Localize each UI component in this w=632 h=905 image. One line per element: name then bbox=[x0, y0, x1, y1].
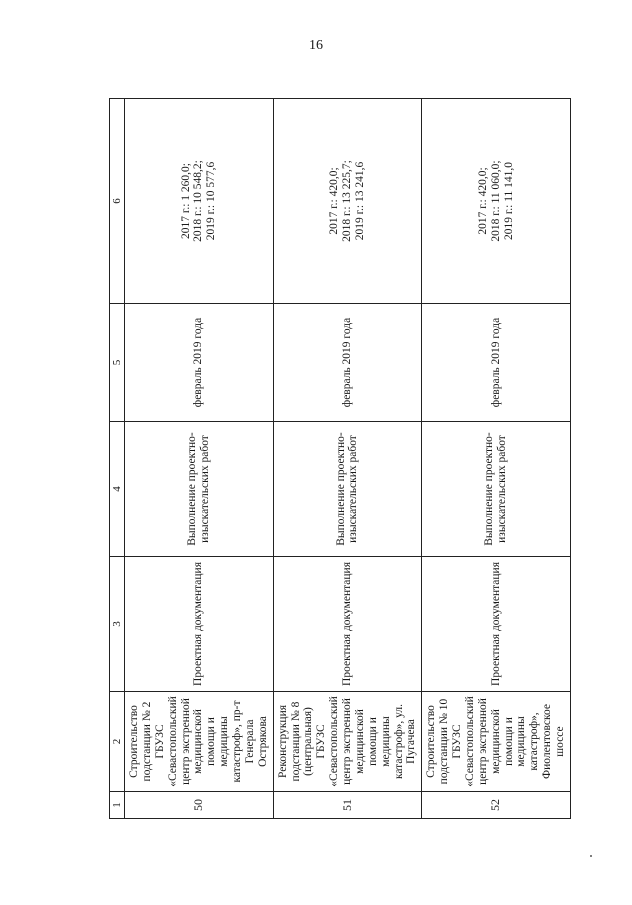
table-row bbox=[125, 99, 274, 819]
scan-speck bbox=[590, 855, 592, 857]
funding-line: 2017 г.: 420,0; bbox=[328, 167, 341, 235]
work-type: Выполнение проектно-изыскательских работ bbox=[125, 422, 274, 557]
projects-table bbox=[109, 98, 571, 819]
funding-line: 2017 г.: 1 260,0; bbox=[179, 163, 192, 239]
funding-line: 2019 г.: 13 241,6 bbox=[353, 161, 366, 241]
table-header-row bbox=[110, 99, 125, 819]
table-row bbox=[422, 99, 571, 819]
funding bbox=[273, 99, 422, 304]
funding-line: 2018 г.: 10 548,2; bbox=[192, 160, 205, 242]
document-type: Проектная документация bbox=[422, 557, 571, 692]
deadline: февраль 2019 года bbox=[273, 304, 422, 422]
funding bbox=[422, 99, 571, 304]
header-col-3: 3 bbox=[110, 557, 125, 692]
funding-line: 2017 г.: 420,0; bbox=[476, 167, 489, 235]
table-row bbox=[273, 99, 422, 819]
document-type: Проектная документация bbox=[273, 557, 422, 692]
row-number: 52 bbox=[422, 792, 571, 819]
header-col-5: 5 bbox=[110, 304, 125, 422]
object-name: Реконструкция подстанции № 8 (центральная) ГБУЗС «Севастопольский центр экстренной медицинской помощи и медицины катастроф», ул. Пугачева bbox=[273, 692, 422, 792]
funding bbox=[125, 99, 274, 304]
funding-line: 2018 г.: 11 060,0; bbox=[489, 160, 502, 242]
header-col-1: 1 bbox=[110, 792, 125, 819]
work-type: Выполнение проектно-изыскательских работ bbox=[273, 422, 422, 557]
document-type: Проектная документация bbox=[125, 557, 274, 692]
deadline: февраль 2019 года bbox=[422, 304, 571, 422]
funding-line: 2019 г.: 10 577,6 bbox=[205, 161, 218, 241]
header-col-4: 4 bbox=[110, 422, 125, 557]
rotated-table-container bbox=[109, 99, 569, 819]
header-col-2: 2 bbox=[110, 692, 125, 792]
funding-line: 2019 г.: 11 141,0 bbox=[502, 161, 515, 241]
row-number: 51 bbox=[273, 792, 422, 819]
work-type: Выполнение проектно-изыскательских работ bbox=[422, 422, 571, 557]
object-name: Строительство подстанции № 2 ГБУЗС «Севастопольский центр экстренной медицинской помощи и медицины катастроф», пр-т Генерала Острякова bbox=[125, 692, 274, 792]
deadline: февраль 2019 года bbox=[125, 304, 274, 422]
funding-line: 2018 г.: 13 225,7; bbox=[341, 160, 353, 242]
header-col-6: 6 bbox=[110, 99, 125, 304]
row-number: 50 bbox=[125, 792, 274, 819]
object-name: Строительство подстанции № 10 ГБУЗС «Севастопольский центр экстренной медицинской помощи и медицины катастроф», Фиолентовское шоссе bbox=[422, 692, 571, 792]
page-number: 16 bbox=[309, 38, 323, 53]
